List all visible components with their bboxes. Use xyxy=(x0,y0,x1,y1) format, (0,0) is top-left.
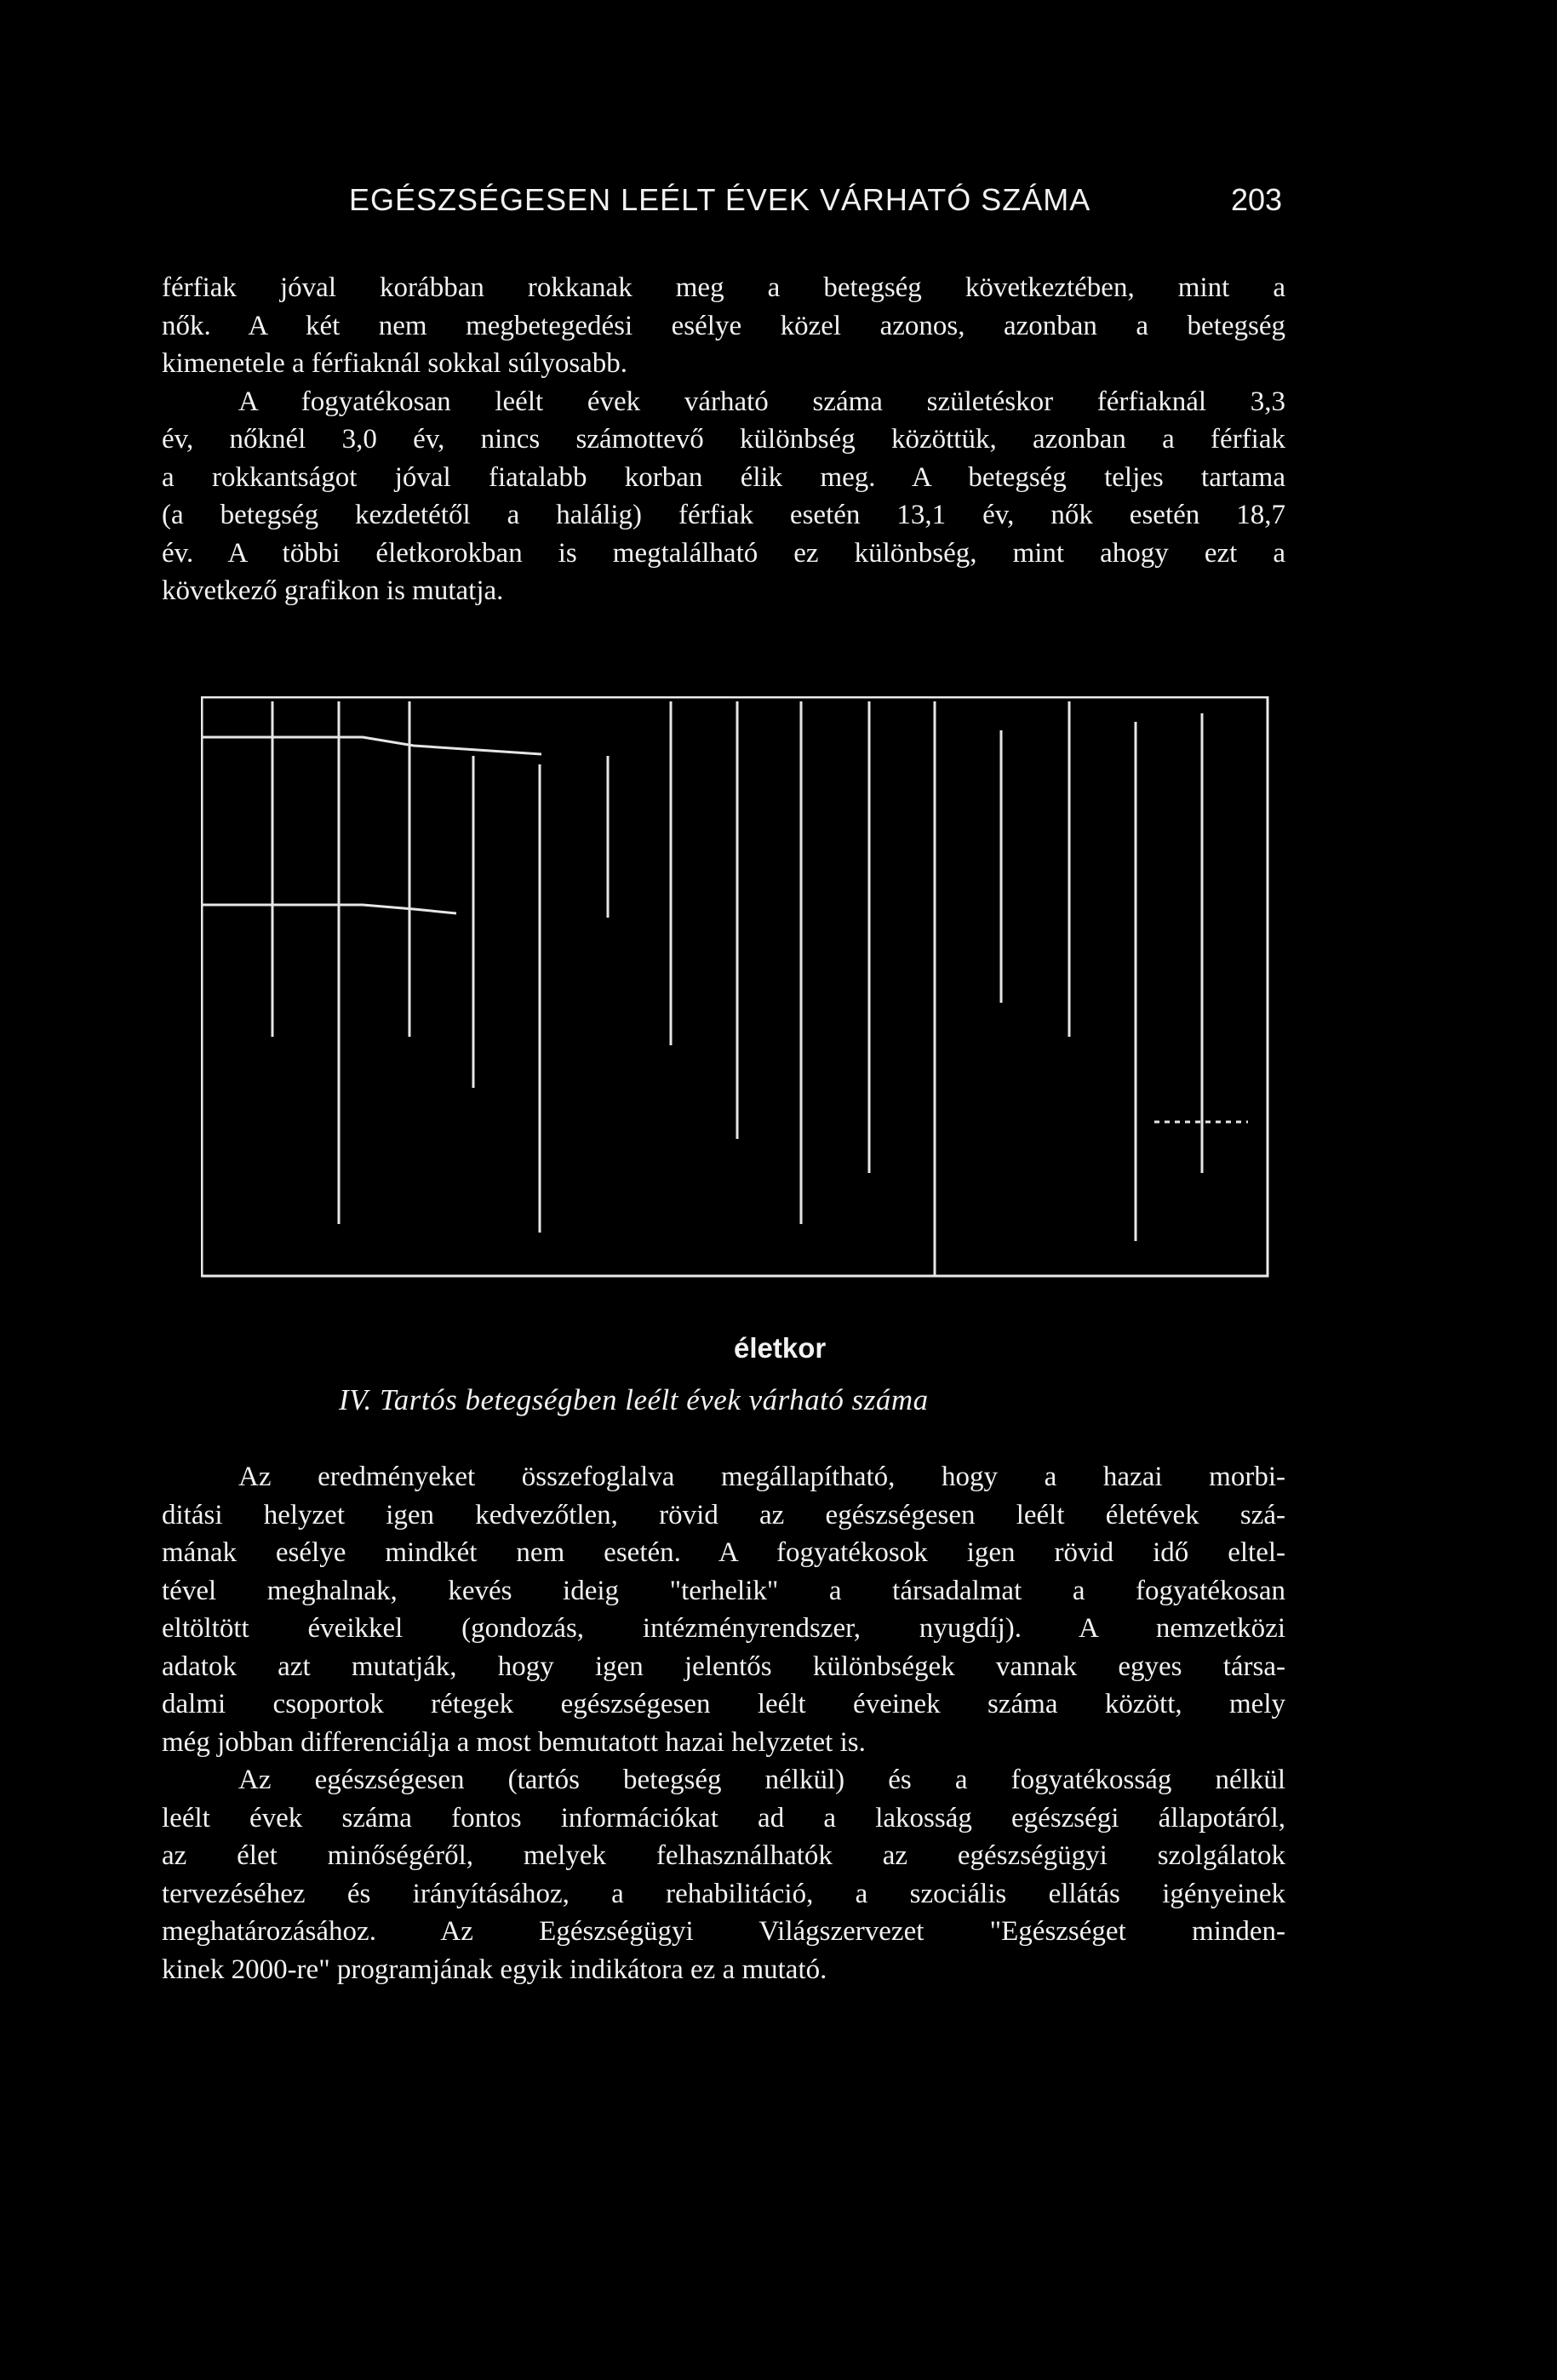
text-line: ditási helyzet igen kedvezőtlen, rövid az egészségesen leélt életévek szá- xyxy=(162,1499,1285,1530)
text-line: adatok azt mutatják, hogy igen jelentős különbségek vannak egyes társa- xyxy=(162,1651,1285,1682)
series-line-upper xyxy=(201,737,541,754)
text-line: még jobban differenciálja a most bemutatott hazai helyzetet is. xyxy=(162,1726,866,1758)
text-line: dalmi csoportok rétegek egészségesen leélt éveinek száma között, mely xyxy=(162,1689,1285,1719)
text-line: év. A többi életkorokban is megtalálható ez különbség, mint ahogy ezt a xyxy=(162,537,1285,569)
figure-caption: IV. Tartós betegségben leélt évek várható száma xyxy=(339,1383,929,1416)
series-line-lower xyxy=(201,905,456,913)
text-line: kimenetele a férfiaknál sokkal súlyosabb. xyxy=(162,348,628,379)
text-line: eltöltött éveikkel (gondozás, intézményrendszer, nyugdíj). A nemzetközi xyxy=(162,1613,1285,1644)
text-line: leélt évek száma fontos információkat ad a lakosság egészségi állapotáról, xyxy=(162,1802,1285,1834)
text-line: a rokkantságot jóval fiatalabb korban élik meg. A betegség teljes tartama xyxy=(162,461,1285,493)
text-line: mának esélye mindkét nem esetén. A fogyatékosok igen rövid idő eltel- xyxy=(162,1537,1285,1568)
text-line: férfiak jóval korábban rokkanak meg a betegség következtében, mint a xyxy=(162,272,1285,303)
text-line: nők. A két nem megbetegedési esélye közel azonos, azonban a betegség xyxy=(162,310,1285,341)
text-line: Az eredményeket összefoglalva megállapítható, hogy a hazai morbi- xyxy=(238,1462,1285,1492)
text-line: tervezéséhez és irányításához, a rehabilitáció, a szociális ellátás igényeinek xyxy=(162,1878,1285,1909)
text-line: év, nőknél 3,0 év, nincs számottevő különbség közöttük, azonban a férfiak xyxy=(162,424,1285,455)
x-axis-label: életkor xyxy=(734,1332,827,1364)
text-line: (a betegség kezdetétől a halálig) férfiak esetén 13,1 év, nők esetén 18,7 xyxy=(162,500,1285,530)
text-line: meghatározásához. Az Egészségügyi Világszervezet "Egészséget minden- xyxy=(162,1916,1285,1947)
running-header: EGÉSZSÉGESEN LEÉLT ÉVEK VÁRHATÓ SZÁMA xyxy=(349,182,1091,217)
paragraph-intro xyxy=(162,269,1285,610)
page-number: 203 xyxy=(1231,182,1283,217)
paragraph-summary xyxy=(162,1458,1285,1988)
text-line: következő grafikon is mutatja. xyxy=(162,575,504,606)
text-line: az élet minőségéről, melyek felhasználhatók az egészségügyi szolgálatok xyxy=(162,1840,1285,1871)
text-line: kinek 2000-re" programjának egyik indikátora ez a mutató. xyxy=(162,1954,827,1985)
text-line: A fogyatékosan leélt évek várható száma születéskor férfiaknál 3,3 xyxy=(238,386,1285,417)
text-line: tével meghalnak, kevés ideig "terhelik" a társadalmat a fogyatékosan xyxy=(162,1575,1285,1606)
text-line: Az egészségesen (tartós betegség nélkül) és a fogyatékosság nélkül xyxy=(238,1765,1285,1795)
chart-frame xyxy=(202,697,1268,1276)
chart-figure xyxy=(201,696,1274,1284)
chart-bars xyxy=(201,701,1248,1275)
